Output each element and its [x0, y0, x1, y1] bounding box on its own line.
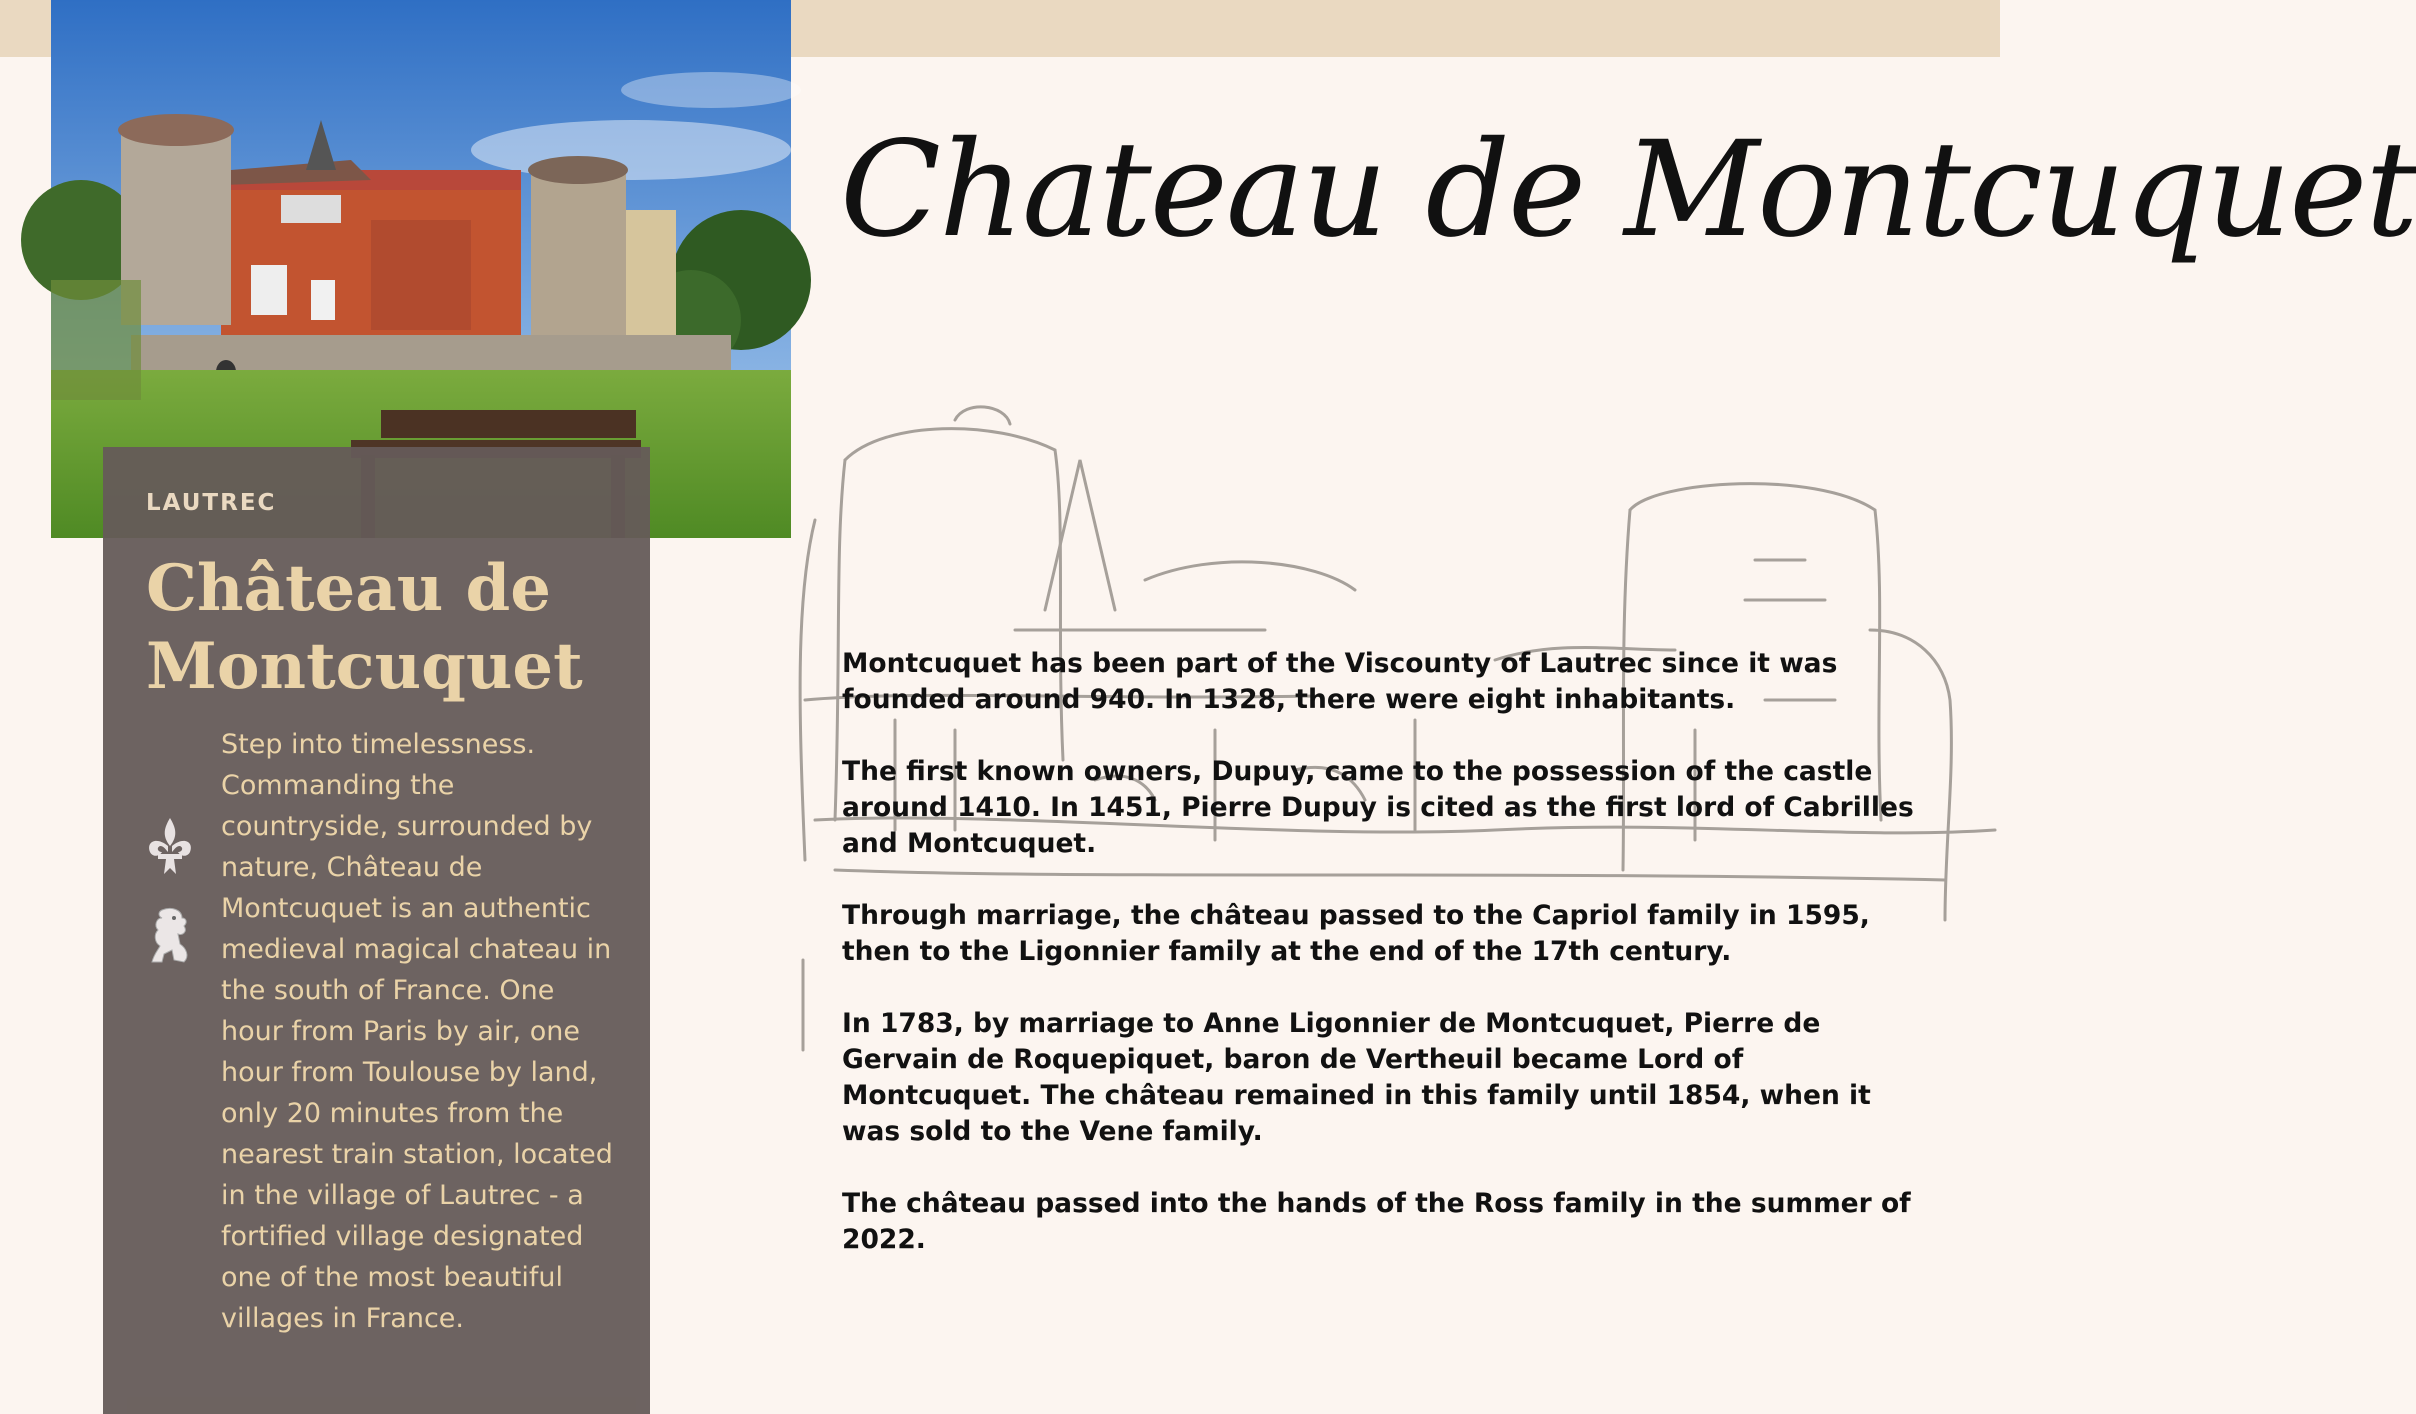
history-paragraph-3: Through marriage, the château passed to the Capriol family in 1595, then to the Ligonnier family at the end of the 17th century. — [842, 900, 1870, 967]
lion-rampant-icon — [144, 904, 196, 966]
history-paragraph-4: In 1783, by marriage to Anne Ligonnier de Montcuquet, Pierre de Gervain de Roquepiquet, baron de Vertheuil became Lord of Montcuquet. The château remained in this family until 1854, when it was sold to the Vene family. — [842, 1008, 1871, 1147]
history-section — [842, 646, 1932, 1294]
location-kicker: LAUTREC — [146, 490, 277, 516]
history-paragraph-1: Montcuquet has been part of the Viscounty of Lautrec since it was founded around 940. In 1328, there were eight inhabitants. — [842, 648, 1838, 715]
intro-text: Step into timelessness. Commanding the countryside, surrounded by nature, Château de Montcuquet is an authentic medieval magical chateau in the south of France. One hour from Paris by air, one hour from Toulouse by land, only 20 minutes from the nearest train station, located in the village of Lautrec - a fortified village designated one of the most beautiful villages in France. — [221, 729, 613, 1334]
panel-title-line2: Montcuquet — [146, 629, 583, 704]
panel-title — [146, 550, 626, 706]
history-paragraph-5: The château passed into the hands of the Ross family in the summer of 2022. — [842, 1188, 1911, 1255]
fleur-de-lis-icon — [144, 816, 196, 878]
history-paragraph-2: The first known owners, Dupuy, came to the possession of the castle around 1410. In 1451, Pierre Dupuy is cited as the first lord of Cabrilles and Montcuquet. — [842, 756, 1914, 859]
panel-title-line1: Château de — [146, 551, 551, 626]
script-title: Chateau de Montcuquet — [840, 113, 2416, 267]
